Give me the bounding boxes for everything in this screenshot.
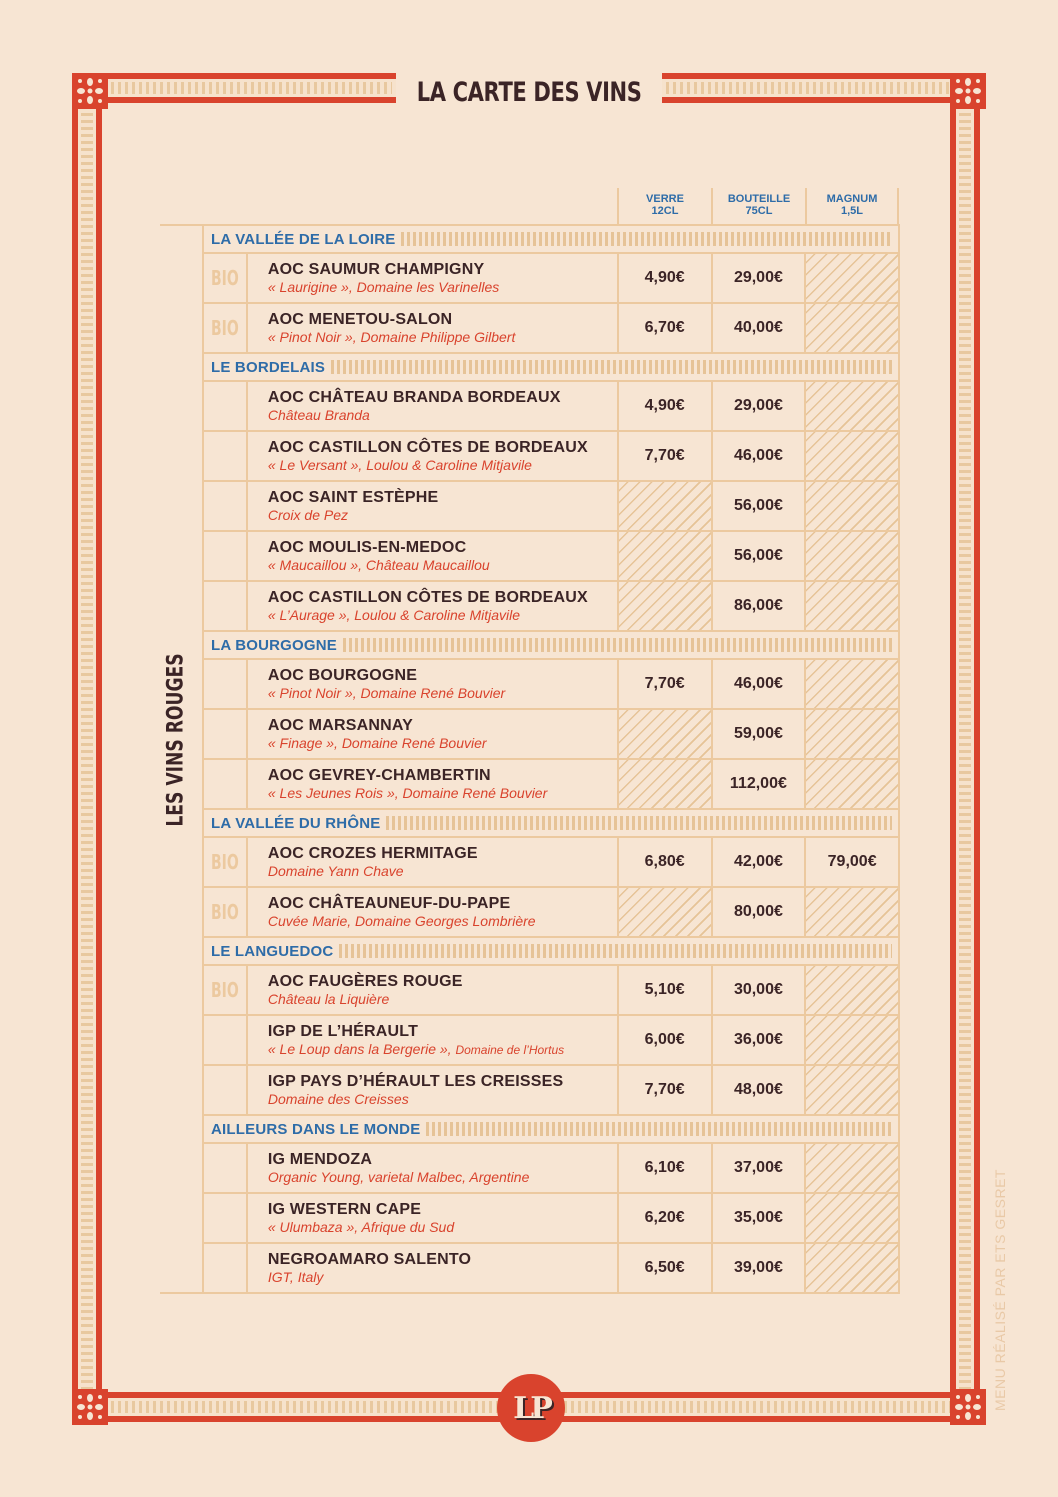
- bio-badge: [204, 1244, 248, 1292]
- bio-badge-text: BIO: [211, 850, 239, 874]
- region-header: [202, 808, 900, 836]
- wine-name: NEGROAMARO SALENTO: [267, 1251, 472, 1268]
- bio-badge: [204, 888, 248, 936]
- wine-info: [248, 760, 617, 808]
- price-verre-unavailable: [617, 482, 711, 530]
- wine-row: [202, 530, 900, 580]
- wine-description: [268, 1091, 617, 1108]
- price-verre-unavailable: [617, 710, 711, 758]
- bio-badge: [204, 966, 248, 1014]
- price-bouteille: 46,00€: [711, 432, 805, 480]
- region-name: LA VALLÉE DU RHÔNE: [211, 814, 381, 832]
- corner-ornament-icon: [72, 1389, 108, 1425]
- price-magnum-unavailable: [804, 254, 898, 302]
- wine-row: [202, 480, 900, 530]
- price-verre: 6,10€: [617, 1144, 711, 1192]
- wine-description: [268, 1041, 617, 1059]
- bio-badge: [204, 432, 248, 480]
- region-header: [202, 1114, 900, 1142]
- bio-badge: [204, 1144, 248, 1192]
- price-magnum-unavailable: [804, 304, 898, 352]
- price-verre-unavailable: [617, 582, 711, 630]
- price-magnum-unavailable: [804, 1244, 898, 1292]
- wine-row: [202, 658, 900, 708]
- wine-info: [248, 660, 617, 708]
- region-name: LE LANGUEDOC: [211, 942, 334, 960]
- border-bottom-right: [560, 1392, 986, 1422]
- wine-name: AOC CASTILLON CÔTES DE BORDEAUX: [267, 439, 588, 456]
- price-bouteille: 37,00€: [711, 1144, 805, 1192]
- column-header-line1: MAGNUM: [826, 193, 878, 205]
- bio-badge: [204, 304, 248, 352]
- price-bouteille: 59,00€: [711, 710, 805, 758]
- region-name: LA BOURGOGNE: [211, 636, 338, 654]
- wine-info: [248, 254, 617, 302]
- price-magnum: 79,00€: [804, 838, 898, 886]
- price-verre-unavailable: [617, 888, 711, 936]
- wine-row: [202, 964, 900, 1014]
- wine-description-text: Domaine des Creisses: [267, 1091, 409, 1107]
- wine-row: [202, 1064, 900, 1114]
- price-bouteille: 48,00€: [711, 1066, 805, 1114]
- wine-name: AOC BOURGOGNE: [267, 667, 418, 684]
- wine-description: [268, 279, 617, 296]
- price-bouteille: 39,00€: [711, 1244, 805, 1292]
- bio-badge: [204, 382, 248, 430]
- price-magnum-unavailable: [804, 532, 898, 580]
- wine-name: AOC SAUMUR CHAMPIGNY: [267, 261, 485, 278]
- wine-producer-small: Domaine de l’Hortus: [455, 1042, 565, 1057]
- wine-description-text: « Le Versant », Loulou & Caroline Mitjavile: [267, 457, 532, 473]
- wine-name: IGP PAYS D’HÉRAULT LES CREISSES: [267, 1073, 564, 1090]
- border-right: [950, 73, 980, 1422]
- corner-ornament-icon: [72, 73, 108, 109]
- wine-description-text: « Ulumbaza », Afrique du Sud: [267, 1219, 455, 1235]
- price-bouteille: 29,00€: [711, 254, 805, 302]
- border-top-left: [72, 73, 396, 103]
- wine-description: [268, 913, 617, 930]
- bio-badge: [204, 1066, 248, 1114]
- price-verre: 6,00€: [617, 1016, 711, 1064]
- price-magnum-unavailable: [804, 582, 898, 630]
- wine-name: AOC CROZES HERMITAGE: [267, 845, 478, 862]
- price-verre: 5,10€: [617, 966, 711, 1014]
- wine-name: AOC MARSANNAY: [267, 717, 414, 734]
- wine-description: [268, 735, 617, 752]
- price-verre: 7,70€: [617, 432, 711, 480]
- wine-info: [248, 838, 617, 886]
- price-magnum-unavailable: [804, 432, 898, 480]
- bio-badge: [204, 838, 248, 886]
- wine-info: [248, 1244, 617, 1292]
- wine-description: [268, 407, 617, 424]
- price-bouteille: 80,00€: [711, 888, 805, 936]
- price-verre-unavailable: [617, 760, 711, 808]
- wine-info: [248, 582, 617, 630]
- wine-description-text: Domaine Yann Chave: [267, 863, 404, 879]
- wine-row: [202, 380, 900, 430]
- price-magnum-unavailable: [804, 760, 898, 808]
- wine-description-text: Organic Young, varietal Malbec, Argentine: [267, 1169, 530, 1185]
- price-magnum-unavailable: [804, 710, 898, 758]
- wine-name: IGP DE L’HÉRAULT: [267, 1022, 419, 1040]
- wine-description-text: « Finage », Domaine René Bouvier: [267, 735, 487, 751]
- price-bouteille: 30,00€: [711, 966, 805, 1014]
- wine-description-text: « Le Loup dans la Bergerie »,: [267, 1040, 456, 1057]
- region-divider-pattern: [386, 816, 892, 830]
- bio-badge: [204, 482, 248, 530]
- price-magnum-unavailable: [804, 660, 898, 708]
- price-verre: 7,70€: [617, 660, 711, 708]
- logo: [497, 1374, 565, 1442]
- price-bouteille: 56,00€: [711, 532, 805, 580]
- price-verre: 6,50€: [617, 1244, 711, 1292]
- logo-text: LP: [513, 1390, 549, 1426]
- wine-description: [268, 785, 617, 802]
- wine-description-text: « Maucaillou », Château Maucaillou: [267, 557, 490, 573]
- bio-badge-text: BIO: [211, 316, 239, 340]
- wine-name: AOC GEVREY-CHAMBERTIN: [267, 767, 491, 784]
- wine-description: [268, 685, 617, 702]
- wine-row: [202, 708, 900, 758]
- wine-info: [248, 888, 617, 936]
- price-bouteille: 86,00€: [711, 582, 805, 630]
- credit-text: MENU RÉALISÉ PAR ETS GESRET: [992, 1169, 1008, 1411]
- price-verre-unavailable: [617, 532, 711, 580]
- wine-name: AOC CHÂTEAUNEUF-DU-PAPE: [267, 895, 511, 912]
- price-magnum-unavailable: [804, 482, 898, 530]
- bio-badge-text: BIO: [211, 266, 239, 290]
- wine-description: [268, 329, 617, 346]
- region-divider-pattern: [339, 944, 892, 958]
- wine-name: AOC FAUGÈRES ROUGE: [267, 973, 463, 990]
- price-bouteille: 42,00€: [711, 838, 805, 886]
- wine-info: [248, 432, 617, 480]
- wine-info: [248, 304, 617, 352]
- wine-info: [248, 1144, 617, 1192]
- bio-badge: [204, 660, 248, 708]
- table-bottom-line: [160, 1292, 900, 1294]
- price-bouteille: 40,00€: [711, 304, 805, 352]
- wine-name: AOC MENETOU-SALON: [267, 311, 453, 328]
- price-magnum-unavailable: [804, 1066, 898, 1114]
- border-bottom-left: [72, 1392, 502, 1422]
- wine-description-text: « Les Jeunes Rois », Domaine René Bouvier: [267, 785, 548, 801]
- wine-description: [268, 1169, 617, 1186]
- section-label-text: LES VINS ROUGES: [163, 653, 189, 827]
- wine-description: [268, 607, 617, 624]
- corner-ornament-icon: [950, 1389, 986, 1425]
- price-bouteille: 35,00€: [711, 1194, 805, 1242]
- wine-description-text: « Laurigine », Domaine les Varinelles: [267, 279, 500, 295]
- wine-info: [248, 382, 617, 430]
- region-name: LE BORDELAIS: [211, 358, 326, 376]
- wine-description: [268, 457, 617, 474]
- region-divider-pattern: [343, 638, 892, 652]
- column-header-line2: 75CL: [745, 205, 773, 217]
- wine-info: [248, 1016, 617, 1064]
- wine-description-text: « Pinot Noir », Domaine Philippe Gilbert: [267, 329, 516, 345]
- price-verre: 6,80€: [617, 838, 711, 886]
- wine-description-text: « L’Aurage », Loulou & Caroline Mitjavile: [267, 607, 521, 623]
- region-header: [202, 352, 900, 380]
- price-verre: 4,90€: [617, 382, 711, 430]
- region-header: [202, 630, 900, 658]
- column-header-magnum: [805, 188, 899, 224]
- wine-row: [202, 1192, 900, 1242]
- column-header-line1: BOUTEILLE: [727, 193, 791, 205]
- price-magnum-unavailable: [804, 1016, 898, 1064]
- wine-description-text: « Pinot Noir », Domaine René Bouvier: [267, 685, 506, 701]
- wine-row: [202, 1142, 900, 1192]
- wine-description: [268, 557, 617, 574]
- wine-name: IG WESTERN CAPE: [267, 1201, 422, 1218]
- bio-badge: [204, 1194, 248, 1242]
- price-bouteille: 46,00€: [711, 660, 805, 708]
- wine-description-text: IGT, Italy: [267, 1269, 324, 1285]
- wine-row: [202, 836, 900, 886]
- column-header-bouteille: [711, 188, 805, 224]
- wine-name: AOC MOULIS-EN-MEDOC: [267, 539, 467, 556]
- bio-badge: [204, 710, 248, 758]
- border-top-right: [662, 73, 986, 103]
- column-header-line1: VERRE: [646, 193, 684, 205]
- price-magnum-unavailable: [804, 966, 898, 1014]
- wine-info: [248, 482, 617, 530]
- column-header-line2: 12CL: [651, 205, 679, 217]
- region-divider-pattern: [401, 232, 892, 246]
- bio-badge: [204, 254, 248, 302]
- price-magnum-unavailable: [804, 382, 898, 430]
- wine-name: AOC SAINT ESTÈPHE: [267, 489, 439, 506]
- wine-info: [248, 1194, 617, 1242]
- wine-description: [268, 1269, 617, 1286]
- price-verre: 4,90€: [617, 254, 711, 302]
- price-magnum-unavailable: [804, 1194, 898, 1242]
- region-name: LA VALLÉE DE LA LOIRE: [211, 230, 396, 248]
- wine-row: [202, 302, 900, 352]
- wine-info: [248, 966, 617, 1014]
- bio-badge: [204, 760, 248, 808]
- wine-description: [268, 991, 617, 1008]
- wine-row: [202, 758, 900, 808]
- corner-ornament-icon: [950, 73, 986, 109]
- price-verre: 7,70€: [617, 1066, 711, 1114]
- column-header-line2: 1,5L: [840, 205, 863, 217]
- wine-description-text: Croix de Pez: [267, 507, 349, 523]
- price-magnum-unavailable: [804, 888, 898, 936]
- border-left: [72, 73, 102, 1422]
- price-bouteille: 36,00€: [711, 1016, 805, 1064]
- wine-info: [248, 532, 617, 580]
- region-divider-pattern: [426, 1122, 892, 1136]
- wine-description-text: Château Branda: [267, 407, 370, 423]
- wine-name: AOC CHÂTEAU BRANDA BORDEAUX: [267, 389, 561, 406]
- region-name: AILLEURS DANS LE MONDE: [211, 1120, 421, 1138]
- wine-row: [202, 252, 900, 302]
- bio-badge-text: BIO: [211, 978, 239, 1002]
- page-title: LA CARTE DES VINS: [416, 76, 642, 108]
- wine-row: [202, 430, 900, 480]
- wine-row: [202, 1242, 900, 1292]
- wine-description-text: Château la Liquière: [267, 991, 390, 1007]
- wine-info: [248, 710, 617, 758]
- wine-row: [202, 886, 900, 936]
- price-magnum-unavailable: [804, 1144, 898, 1192]
- region-header: [202, 936, 900, 964]
- column-header-verre: [617, 188, 711, 224]
- wine-description: [268, 863, 617, 880]
- price-verre: 6,70€: [617, 304, 711, 352]
- wine-row: [202, 580, 900, 630]
- bio-badge: [204, 1016, 248, 1064]
- price-verre: 6,20€: [617, 1194, 711, 1242]
- wine-info: [248, 1066, 617, 1114]
- wine-name: IG MENDOZA: [267, 1151, 373, 1168]
- wine-description: [268, 507, 617, 524]
- price-bouteille: 56,00€: [711, 482, 805, 530]
- price-bouteille: 112,00€: [711, 760, 805, 808]
- bio-badge: [204, 582, 248, 630]
- region-header: [202, 226, 900, 252]
- wine-description: [268, 1219, 617, 1236]
- region-divider-pattern: [331, 360, 892, 374]
- bio-badge-text: BIO: [211, 900, 239, 924]
- bio-badge: [204, 532, 248, 580]
- page-title-container: [396, 70, 662, 114]
- wine-description-text: Cuvée Marie, Domaine Georges Lombrière: [267, 913, 536, 929]
- price-bouteille: 29,00€: [711, 382, 805, 430]
- wine-table: [160, 224, 900, 1294]
- wine-name: AOC CASTILLON CÔTES DE BORDEAUX: [267, 589, 588, 606]
- wine-row: [202, 1014, 900, 1064]
